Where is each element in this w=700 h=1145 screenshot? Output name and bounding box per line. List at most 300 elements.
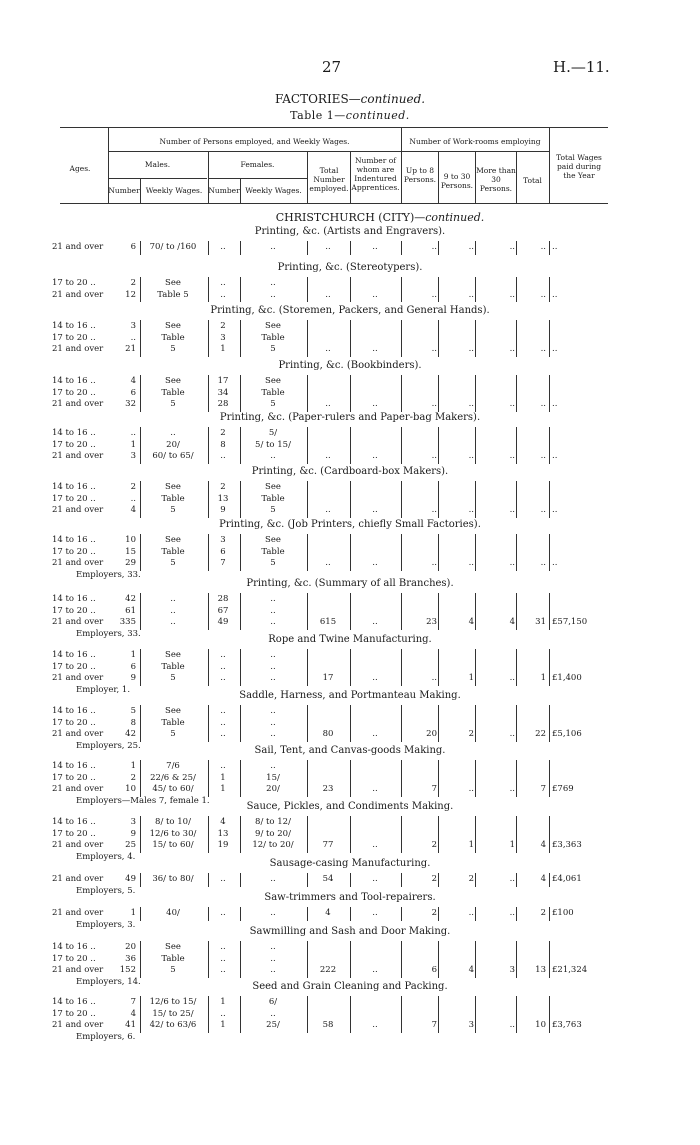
cell-f-wage: See [265, 482, 281, 492]
cell-age: 17 to 20 .. [52, 954, 96, 964]
cell-f-num: .. [220, 662, 226, 672]
cell-m-num: 10 [125, 535, 136, 545]
cell-to30: 2 [468, 729, 474, 739]
cell-m-num: .. [130, 428, 136, 438]
cell-f-wage: See [265, 321, 281, 331]
column-divider [549, 427, 550, 464]
cell-f-wage: .. [270, 278, 276, 288]
cell-age: 21 and over [52, 874, 104, 884]
cell-m-wage: See [165, 535, 181, 545]
cell-m-num: 29 [125, 558, 136, 568]
cell-age: 21 and over [52, 965, 104, 975]
cell-age: 21 and over [52, 617, 104, 627]
cell-wages: £769 [552, 784, 574, 794]
document-title [0, 92, 700, 106]
cell-age: 21 and over [52, 344, 104, 354]
cell-age: 21 and over [52, 673, 104, 683]
cell-f-num: .. [220, 242, 226, 252]
cell-up8: 23 [426, 617, 437, 627]
cell-f-num: .. [220, 965, 226, 975]
cell-f-num: .. [220, 954, 226, 964]
cell-total: 54 [322, 874, 334, 884]
cell-m-wage: 12/6 to 30/ [149, 829, 197, 839]
header-rule-top [60, 127, 608, 128]
nine-to-30-label: 9 to 30 Persons. [440, 172, 474, 190]
city-heading-italic: continued. [425, 211, 485, 224]
employers-note: Employers, 6. [76, 1032, 136, 1042]
cell-m-num: 61 [125, 606, 136, 616]
indentured-label: Number of whom are Indentured Apprentices. [351, 156, 400, 192]
cell-f-num: 49 [217, 617, 229, 627]
cell-f-wage: .. [270, 908, 276, 918]
cell-more30: .. [509, 399, 515, 409]
section-title: Rope and Twine Manufacturing. [268, 634, 432, 645]
cell-f-num: 28 [217, 399, 229, 409]
cell-m-wage: 5 [170, 344, 176, 354]
cell-to30: .. [468, 344, 474, 354]
cell-age: 21 and over [52, 840, 104, 850]
cell-wages: .. [552, 399, 558, 409]
cell-wtotal: 31 [535, 617, 546, 627]
cell-to30: .. [468, 290, 474, 300]
cell-to30: .. [468, 558, 474, 568]
cell-m-num: 3 [130, 451, 136, 461]
cell-f-num: .. [220, 908, 226, 918]
cell-m-num: 4 [130, 505, 136, 515]
cell-age: 17 to 20 .. [52, 440, 96, 450]
cell-f-wage: 5 [270, 558, 276, 568]
males-label: Males. [144, 160, 171, 169]
column-divider [549, 996, 550, 1033]
cell-f-wage: See [265, 535, 281, 545]
cell-m-wage: 15/ to 60/ [152, 840, 194, 850]
cell-up8: .. [431, 242, 437, 252]
cell-m-num: 2 [130, 482, 136, 492]
cell-to30: 3 [468, 1020, 474, 1030]
column-divider [549, 907, 550, 921]
cell-m-num: 335 [119, 617, 136, 627]
cell-up8: 20 [426, 729, 437, 739]
cell-wtotal: 13 [535, 965, 546, 975]
cell-f-wage: 5/ to 15/ [255, 440, 291, 450]
city-heading [160, 211, 600, 224]
cell-m-wage: 40/ [166, 908, 180, 918]
section-title: Printing, &c. (Job Printers, chiefly Small Factories). [219, 519, 481, 530]
cell-f-wage: 9/ to 20/ [255, 829, 291, 839]
section-title: Sawmilling and Sash and Door Making. [249, 926, 451, 937]
title-text: FACTORIES— [274, 92, 361, 106]
cell-to30: .. [468, 784, 474, 794]
cell-m-wage: 20/ [166, 440, 180, 450]
cell-indent: .. [372, 784, 378, 794]
cell-m-num: 4 [130, 376, 136, 386]
cell-f-num: 9 [220, 505, 226, 515]
cell-age: 21 and over [52, 784, 104, 794]
subtitle-italic: continued. [345, 109, 410, 122]
cell-f-wage: .. [270, 594, 276, 604]
cell-f-wage: 5 [270, 344, 276, 354]
cell-age: 21 and over [52, 908, 104, 918]
cell-f-num: .. [220, 1009, 226, 1019]
cell-more30: .. [509, 874, 515, 884]
cell-f-num: .. [220, 650, 226, 660]
cell-more30: .. [509, 451, 515, 461]
cell-age: 21 and over [52, 242, 104, 252]
column-divider [549, 375, 550, 412]
cell-f-num: 19 [217, 840, 229, 850]
ages-label: Ages. [69, 164, 91, 173]
cell-to30: 1 [468, 840, 474, 850]
cell-m-num: 9 [130, 673, 136, 683]
cell-f-num: 1 [220, 1020, 226, 1030]
cell-m-num: 3 [130, 321, 136, 331]
cell-f-wage: See [265, 376, 281, 386]
cell-f-num: .. [220, 451, 226, 461]
cell-m-wage: 42/ to 63/6 [149, 1020, 197, 1030]
cell-m-num: 1 [130, 761, 136, 771]
employers-note: Employers, 33. [76, 570, 141, 580]
cell-age: 14 to 16 .. [52, 761, 96, 771]
cell-f-wage: .. [270, 242, 276, 252]
cell-indent: .. [372, 505, 378, 515]
total-number-label: Total Number employed. [309, 166, 349, 193]
cell-f-num: 8 [220, 440, 226, 450]
cell-indent: .. [372, 874, 378, 884]
cell-wages: £100 [552, 908, 574, 918]
cell-age: 21 and over [52, 451, 104, 461]
cell-more30: 3 [509, 965, 515, 975]
cell-up8: 7 [431, 784, 437, 794]
cell-wtotal: .. [540, 344, 546, 354]
cell-m-wage: .. [170, 594, 176, 604]
cell-m-wage: 5 [170, 505, 176, 515]
cell-wages: .. [552, 451, 558, 461]
cell-m-wage: See [165, 376, 181, 386]
cell-f-num: .. [220, 718, 226, 728]
cell-m-wage: .. [170, 428, 176, 438]
cell-m-num: 36 [125, 954, 136, 964]
workrooms-total-label: Total [523, 176, 542, 185]
cell-wtotal: 7 [540, 784, 546, 794]
cell-age: 14 to 16 .. [52, 650, 96, 660]
cell-total: .. [325, 451, 331, 461]
cell-wages: .. [552, 505, 558, 515]
section-title: Sauce, Pickles, and Condiments Making. [246, 801, 454, 812]
cell-total: 4 [325, 908, 331, 918]
cell-f-num: .. [220, 290, 226, 300]
cell-f-num: 1 [220, 784, 226, 794]
section-title: Printing, &c. (Storemen, Packers, and General Hands). [210, 305, 490, 316]
cell-f-num: 13 [217, 829, 229, 839]
persons-group-label: Number of Persons employed, and Weekly Wages. [159, 137, 350, 146]
cell-f-wage: .. [270, 942, 276, 952]
cell-age: 14 to 16 .. [52, 594, 96, 604]
weekly-wages-females-label: Weekly Wages. [245, 186, 302, 195]
weekly-wages-males-label: Weekly Wages. [145, 186, 203, 195]
section-title: Seed and Grain Cleaning and Packing. [252, 981, 448, 992]
cell-f-num: 1 [220, 773, 226, 783]
cell-up8: .. [431, 505, 437, 515]
cell-f-num: 2 [220, 321, 226, 331]
cell-total: .. [325, 242, 331, 252]
cell-more30: .. [509, 558, 515, 568]
section-title: Printing, &c. (Summary of all Branches). [246, 578, 454, 589]
cell-up8: .. [431, 399, 437, 409]
employers-note: Employers, 5. [76, 886, 136, 896]
cell-m-num: 20 [125, 942, 136, 952]
cell-m-wage: See [165, 942, 181, 952]
cell-m-wage: 5 [170, 673, 176, 683]
cell-wtotal: .. [540, 290, 546, 300]
cell-more30: 4 [509, 617, 515, 627]
females-rule [208, 178, 307, 179]
cell-f-num: 6 [220, 547, 226, 557]
cell-m-wage: See [165, 278, 181, 288]
cell-indent: .. [372, 965, 378, 975]
cell-m-wage: 70/ to /160 [149, 242, 197, 252]
column-divider [549, 320, 550, 357]
employers-note: Employers, 14. [76, 977, 141, 987]
cell-m-wage: 15/ to 25/ [152, 1009, 194, 1019]
cell-total: .. [325, 505, 331, 515]
cell-wtotal: .. [540, 451, 546, 461]
cell-m-wage: Table [161, 333, 185, 343]
cell-m-num: 6 [130, 242, 136, 252]
cell-up8: .. [431, 290, 437, 300]
cell-f-num: 2 [220, 428, 226, 438]
cell-f-num: 67 [217, 606, 229, 616]
cell-indent: .. [372, 840, 378, 850]
cell-f-wage: .. [270, 662, 276, 672]
cell-to30: .. [468, 451, 474, 461]
cell-age: 21 and over [52, 1020, 104, 1030]
cell-m-num: 42 [125, 594, 136, 604]
cell-m-num: 1 [130, 908, 136, 918]
cell-f-num: 4 [220, 817, 226, 827]
cell-up8: 2 [431, 908, 437, 918]
cell-m-num: 1 [130, 440, 136, 450]
cell-age: 14 to 16 .. [52, 942, 96, 952]
cell-to30: .. [468, 242, 474, 252]
cell-f-wage: Table [261, 547, 285, 557]
cell-up8: 6 [431, 965, 437, 975]
section-title: Printing, &c. (Cardboard-box Makers). [251, 466, 449, 477]
cell-age: 14 to 16 .. [52, 706, 96, 716]
cell-age: 17 to 20 .. [52, 1009, 96, 1019]
employers-note: Employers, 4. [76, 852, 136, 862]
cell-m-num: 9 [130, 829, 136, 839]
cell-f-wage: 12/ to 20/ [252, 840, 294, 850]
cell-f-wage: 25/ [266, 1020, 280, 1030]
cell-indent: .. [372, 242, 378, 252]
employers-note: Employers, 25. [76, 741, 141, 751]
cell-indent: .. [372, 673, 378, 683]
cell-up8: .. [431, 344, 437, 354]
cell-up8: .. [431, 673, 437, 683]
cell-age: 21 and over [52, 729, 104, 739]
cell-f-num: 1 [220, 344, 226, 354]
section-title: Sausage-casing Manufacturing. [269, 858, 431, 869]
persons-group-rule [108, 151, 401, 152]
city-heading-text: CHRISTCHURCH (CITY)— [275, 211, 426, 224]
cell-up8: 7 [431, 1020, 437, 1030]
cell-indent: .. [372, 451, 378, 461]
column-divider [549, 649, 550, 686]
cell-m-num: 5 [130, 706, 136, 716]
cell-more30: .. [509, 729, 515, 739]
cell-m-wage: 5 [170, 558, 176, 568]
cell-m-wage: See [165, 650, 181, 660]
cell-f-num: 3 [220, 535, 226, 545]
cell-m-num: .. [130, 494, 136, 504]
cell-m-wage: .. [170, 617, 176, 627]
cell-indent: .. [372, 729, 378, 739]
cell-m-wage: 36/ to 80/ [152, 874, 194, 884]
column-divider [549, 241, 550, 255]
cell-age: 14 to 16 .. [52, 482, 96, 492]
header-rule-bottom [60, 203, 608, 204]
cell-f-wage: Table [261, 388, 285, 398]
cell-m-num: .. [130, 333, 136, 343]
cell-m-wage: See [165, 482, 181, 492]
cell-age: 14 to 16 .. [52, 321, 96, 331]
cell-age: 17 to 20 .. [52, 662, 96, 672]
column-divider [549, 816, 550, 853]
cell-age: 21 and over [52, 290, 104, 300]
cell-m-wage: Table [161, 954, 185, 964]
cell-up8: .. [431, 451, 437, 461]
cell-more30: 1 [509, 840, 515, 850]
cell-indent: .. [372, 908, 378, 918]
cell-m-num: 41 [125, 1020, 136, 1030]
cell-wages: £4,061 [552, 874, 582, 884]
cell-total: 80 [322, 729, 334, 739]
total-wages-label: Total Wages paid during the Year [556, 153, 602, 180]
cell-more30: .. [509, 344, 515, 354]
column-divider [549, 941, 550, 978]
cell-f-wage: .. [270, 954, 276, 964]
cell-f-num: .. [220, 706, 226, 716]
cell-to30: 2 [468, 874, 474, 884]
cell-m-num: 2 [130, 773, 136, 783]
cell-f-wage: 6/ [268, 997, 278, 1007]
cell-m-wage: 12/6 to 15/ [149, 997, 197, 1007]
cell-m-num: 42 [125, 729, 136, 739]
employers-note: Employers, 3. [76, 920, 136, 930]
cell-f-wage: 20/ [266, 784, 280, 794]
cell-age: 17 to 20 .. [52, 388, 96, 398]
cell-f-wage: .. [270, 290, 276, 300]
cell-f-num: 13 [217, 494, 229, 504]
section-title: Printing, &c. (Paper-rulers and Paper-bag Makers). [219, 412, 481, 423]
cell-total: .. [325, 558, 331, 568]
column-divider [549, 593, 550, 630]
cell-indent: .. [372, 1020, 378, 1030]
cell-f-num: 34 [217, 388, 229, 398]
cell-f-wage: 15/ [266, 773, 280, 783]
cell-up8: 2 [431, 840, 437, 850]
cell-m-num: 152 [119, 965, 136, 975]
cell-wages: .. [552, 290, 558, 300]
cell-more30: .. [509, 784, 515, 794]
column-divider [549, 277, 550, 302]
cell-m-num: 12 [125, 290, 136, 300]
cell-age: 17 to 20 .. [52, 333, 96, 343]
cell-total: .. [325, 344, 331, 354]
cell-f-wage: .. [270, 874, 276, 884]
cell-f-wage: 5 [270, 399, 276, 409]
cell-m-wage: 60/ to 65/ [152, 451, 194, 461]
section-title: Saddle, Harness, and Portmanteau Making. [239, 690, 461, 701]
cell-wtotal: 1 [540, 673, 546, 683]
cell-f-wage: .. [270, 650, 276, 660]
cell-total: 17 [322, 673, 334, 683]
cell-f-wage: .. [270, 706, 276, 716]
cell-up8: .. [431, 558, 437, 568]
cell-wages: .. [552, 242, 558, 252]
cell-more30: .. [509, 242, 515, 252]
cell-f-wage: 8/ to 12/ [255, 817, 291, 827]
cell-f-wage: .. [270, 606, 276, 616]
cell-to30: 4 [468, 617, 474, 627]
cell-m-num: 25 [125, 840, 136, 850]
cell-f-num: 3 [220, 333, 226, 343]
cell-m-wage: 5 [170, 399, 176, 409]
cell-wtotal: 2 [540, 908, 546, 918]
cell-f-wage: .. [270, 718, 276, 728]
cell-to30: .. [468, 908, 474, 918]
cell-m-wage: Table [161, 718, 185, 728]
cell-wtotal: 4 [540, 840, 546, 850]
column-divider [549, 481, 550, 518]
cell-f-num: 7 [220, 558, 226, 568]
cell-to30: 1 [468, 673, 474, 683]
cell-m-wage: Table [161, 662, 185, 672]
cell-more30: .. [509, 1020, 515, 1030]
cell-m-wage: 45/ to 60/ [152, 784, 194, 794]
cell-f-wage: .. [270, 761, 276, 771]
cell-age: 14 to 16 .. [52, 997, 96, 1007]
cell-m-num: 32 [125, 399, 136, 409]
cell-indent: .. [372, 558, 378, 568]
cell-age: 21 and over [52, 558, 104, 568]
cell-total: 222 [319, 965, 337, 975]
page-number: 27 [322, 58, 342, 76]
cell-total: 23 [322, 784, 334, 794]
females-label: Females. [240, 160, 275, 169]
cell-f-num: 2 [220, 482, 226, 492]
workrooms-group-label: Number of Work-rooms employing [409, 137, 541, 146]
header-divider [208, 151, 209, 204]
cell-indent: .. [372, 399, 378, 409]
cell-wtotal: 22 [535, 729, 546, 739]
cell-total: .. [325, 399, 331, 409]
cell-f-wage: Table [261, 494, 285, 504]
cell-wages: £5,106 [552, 729, 582, 739]
employers-note: Employers, 33. [76, 629, 141, 639]
cell-f-wage: 5 [270, 505, 276, 515]
up-to-8-label: Up to 8 Persons. [403, 166, 437, 184]
cell-wtotal: .. [540, 399, 546, 409]
section-title: Sail, Tent, and Canvas-goods Making. [254, 745, 446, 756]
column-divider [549, 760, 550, 797]
cell-f-wage: 5/ [268, 428, 278, 438]
cell-age: 17 to 20 .. [52, 494, 96, 504]
cell-to30: .. [468, 399, 474, 409]
cell-up8: 2 [431, 874, 437, 884]
cell-more30: .. [509, 505, 515, 515]
cell-age: 21 and over [52, 505, 104, 515]
